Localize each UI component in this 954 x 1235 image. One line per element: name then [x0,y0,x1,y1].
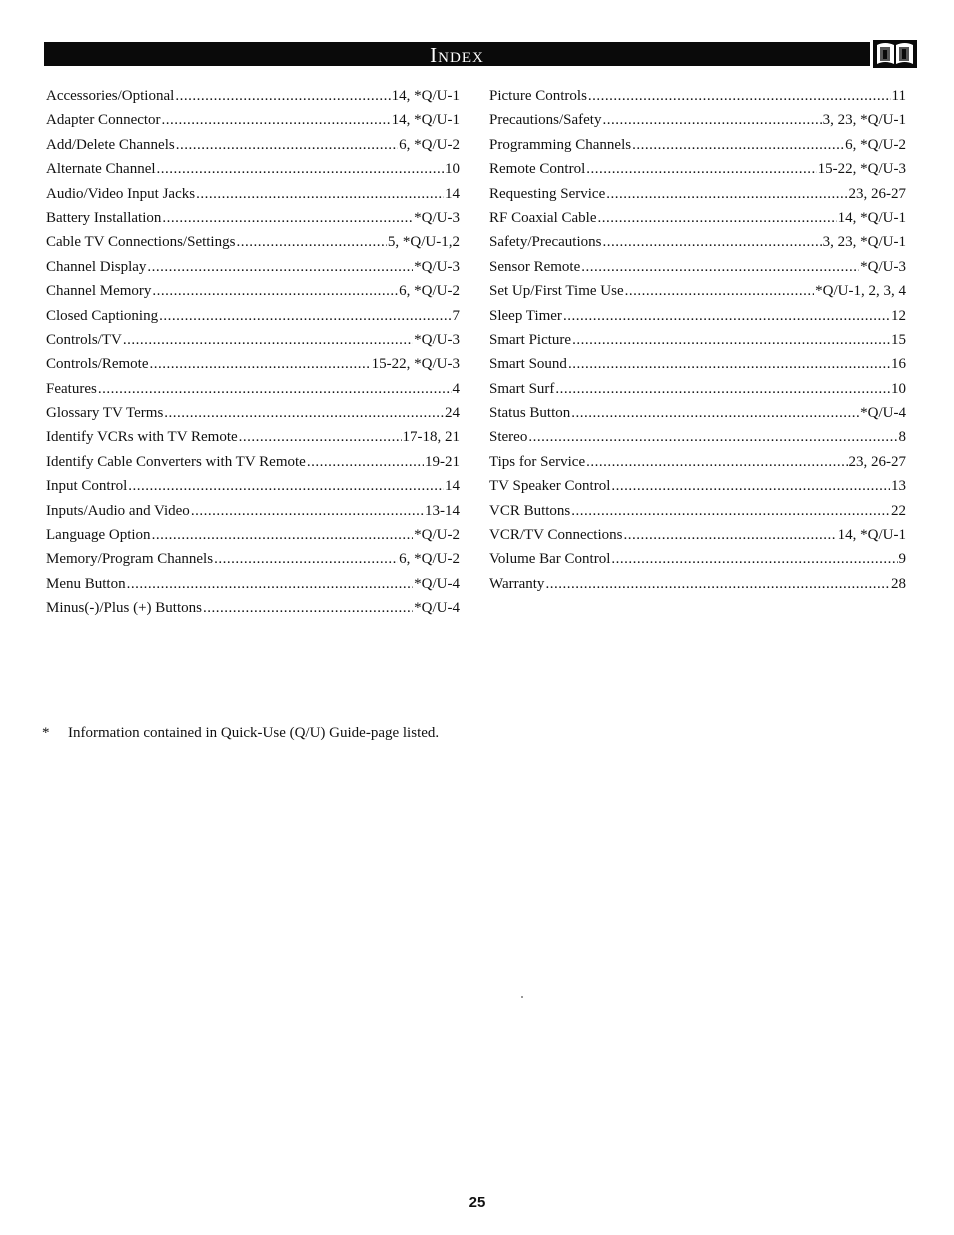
dot-leader [98,377,452,401]
index-page-ref: 6, *Q/U-2 [399,136,460,153]
index-page-ref: 8 [898,429,906,446]
index-entry [46,108,460,132]
index-page-ref: 6, *Q/U-2 [399,551,460,568]
index-page-ref: *Q/U-2 [414,527,460,544]
index-term: Memory/Program Channels [46,551,214,568]
dot-leader [214,547,398,571]
dot-leader [625,279,815,303]
index-term: VCR Buttons [489,502,571,519]
index-entry [489,108,906,132]
footnote-text: Information contained in Quick-Use (Q/U) Guide-page listed. [68,725,440,741]
index-page-ref: 16 [891,356,906,373]
index-page-ref: 6, *Q/U-2 [845,136,906,153]
index-term: Tips for Service [489,453,586,470]
index-entry [46,499,460,523]
index-term: Precautions/Safety [489,112,602,129]
index-term: Cable TV Connections/Settings [46,234,236,251]
index-entry [46,304,460,328]
dot-leader [588,84,891,108]
index-entry [489,377,906,401]
page-number: 25 [468,1194,486,1211]
dot-leader [127,572,414,596]
index-term: VCR/TV Connections [489,527,623,544]
index-entry [46,157,460,181]
index-term: Inputs/Audio and Video [46,502,190,519]
dot-leader [602,230,821,254]
index-term: Smart Picture [489,331,572,348]
index-term: TV Speaker Control [489,478,611,495]
index-entry [46,230,460,254]
index-term: RF Coaxial Cable [489,209,597,226]
dot-leader [581,255,859,279]
index-page-ref: 23, 26-27 [848,185,906,202]
index-term: Set Up/First Time Use [489,283,624,300]
index-page-ref: 19-21 [425,453,460,470]
index-page-ref: *Q/U-4 [414,575,460,592]
index-page-ref: 6, *Q/U-2 [399,283,460,300]
index-term: Status Button [489,405,571,422]
index-entry [46,401,460,425]
scan-speck [521,996,523,998]
dot-leader [196,182,444,206]
index-entry [46,206,460,230]
index-page-ref: 28 [891,575,906,592]
index-entry [46,474,460,498]
index-page-ref: 13-14 [425,502,460,519]
dot-leader [203,596,413,620]
index-page-ref: 3, 23, *Q/U-1 [822,234,906,251]
index-entry [489,84,906,108]
index-term: Controls/TV [46,331,122,348]
index-page-ref: 3, 23, *Q/U-1 [822,112,906,129]
index-page-ref: 15-22, *Q/U-3 [371,356,460,373]
index-page-ref: 14, *Q/U-1 [837,527,906,544]
index-term: Channel Memory [46,283,152,300]
index-term: Alternate Channel [46,161,156,178]
index-entry [46,279,460,303]
index-page-ref: 7 [452,307,460,324]
dot-leader [162,206,413,230]
index-entry [489,182,906,206]
dot-leader [528,425,897,449]
index-term: Safety/Precautions [489,234,602,251]
index-term: Glossary TV Terms [46,405,164,422]
index-column-right [489,84,906,596]
index-term: Menu Button [46,575,126,592]
index-page-ref: 14, *Q/U-1 [837,209,906,226]
index-entry [489,401,906,425]
index-entry [489,425,906,449]
index-entry [489,499,906,523]
index-page-ref: *Q/U-3 [414,209,460,226]
dot-leader [147,255,413,279]
index-term: Audio/Video Input Jacks [46,185,196,202]
index-term: Accessories/Optional [46,88,175,104]
index-term: Programming Channels [489,136,632,153]
index-page-ref: 23, 26-27 [848,453,906,470]
index-page-ref: *Q/U-3 [860,258,906,275]
dot-leader [606,182,847,206]
index-entry [46,523,460,547]
dot-leader [586,450,847,474]
dot-leader [123,328,413,352]
dot-leader [602,108,821,132]
index-page-ref: 22 [891,502,906,519]
dot-leader [632,133,844,157]
index-page-ref: 17-18, 21 [402,429,460,446]
index-page-ref: *Q/U-3 [414,258,460,275]
index-page-ref: 11 [891,88,906,104]
index-entry [46,377,460,401]
dot-leader [175,84,390,108]
index-page-ref: 10 [445,161,460,178]
dot-leader [598,206,837,230]
index-term: Input Control [46,478,128,495]
index-entry [489,304,906,328]
dot-leader [191,499,424,523]
index-entry [46,425,460,449]
dot-leader [159,304,451,328]
index-title-bar [44,42,870,66]
index-entry [46,352,460,376]
index-term: Channel Display [46,258,147,275]
dot-leader [571,401,859,425]
index-term: Sensor Remote [489,258,581,275]
index-entry [46,328,460,352]
index-page-ref: 15-22, *Q/U-3 [817,161,906,178]
index-page-ref: 4 [452,380,460,397]
dot-leader [611,547,897,571]
index-page-ref: 5, *Q/U-1,2 [387,234,460,251]
index-term: Closed Captioning [46,307,159,324]
dot-leader [162,108,391,132]
index-term: Identify Cable Converters with TV Remote [46,453,306,470]
index-entry [489,328,906,352]
page-title: Index [430,43,484,67]
index-page-ref: 13 [891,478,906,495]
index-term: Add/Delete Channels [46,136,175,153]
index-page-ref: 14, *Q/U-1 [391,88,460,104]
index-entry [46,255,460,279]
index-entry [46,450,460,474]
dot-leader [555,377,890,401]
index-term: Stereo [489,429,528,446]
index-entry [489,157,906,181]
index-entry [489,547,906,571]
dot-leader [164,401,444,425]
dot-leader [236,230,386,254]
index-page-ref: *Q/U-4 [860,405,906,422]
index-entry [489,450,906,474]
index-entry [489,255,906,279]
dot-leader [545,572,890,596]
index-term: Identify VCRs with TV Remote [46,429,238,446]
index-page-ref: *Q/U-3 [414,331,460,348]
index-entry [489,206,906,230]
dot-leader [572,328,890,352]
index-entry [46,547,460,571]
dot-leader [307,450,424,474]
index-entry [489,133,906,157]
dot-leader [571,499,890,523]
index-term: Sleep Timer [489,307,562,324]
dot-leader [152,279,398,303]
index-page-ref: *Q/U-4 [414,600,460,617]
index-term: Remote Control [489,161,586,178]
index-term: Minus(-)/Plus (+) Buttons [46,600,202,617]
index-term: Features [46,380,97,397]
dot-leader [611,474,890,498]
dot-leader [150,352,371,376]
dot-leader [563,304,890,328]
index-page-ref: 10 [891,380,906,397]
index-entry [489,572,906,596]
dot-leader [152,523,414,547]
index-page-ref: 12 [891,307,906,324]
index-term: Smart Surf [489,380,555,397]
index-term: Warranty [489,575,545,592]
index-entry [46,572,460,596]
index-term: Volume Bar Control [489,551,611,568]
index-entry [489,230,906,254]
index-term: Picture Controls [489,88,587,104]
dot-leader [239,425,402,449]
index-term: Smart Sound [489,356,567,373]
index-entry [489,474,906,498]
index-column-left [46,84,460,621]
index-term: Requesting Service [489,185,606,202]
footnote-asterisk: * [42,725,50,741]
dot-leader [128,474,444,498]
index-entry [46,182,460,206]
index-page-ref: 14 [445,185,460,202]
index-term: Controls/Remote [46,356,149,373]
dot-leader [157,157,444,181]
index-page-ref: 14 [445,478,460,495]
dot-leader [586,157,816,181]
index-entry [489,523,906,547]
index-page-ref: 14, *Q/U-1 [391,112,460,129]
open-book-icon [872,37,918,69]
index-term: Language Option [46,527,151,544]
index-entry [489,352,906,376]
index-entry [46,84,460,108]
dot-leader [568,352,890,376]
dot-leader [176,133,398,157]
index-page-ref: 15 [891,331,906,348]
index-page-ref: 24 [445,405,460,422]
index-page-ref: *Q/U-1, 2, 3, 4 [815,283,906,300]
footnote [42,723,439,743]
dot-leader [623,523,836,547]
index-entry [46,133,460,157]
index-entry [489,279,906,303]
index-term: Battery Installation [46,209,162,226]
index-page-ref: 9 [898,551,906,568]
index-entry [46,596,460,620]
index-term: Adapter Connector [46,112,161,129]
